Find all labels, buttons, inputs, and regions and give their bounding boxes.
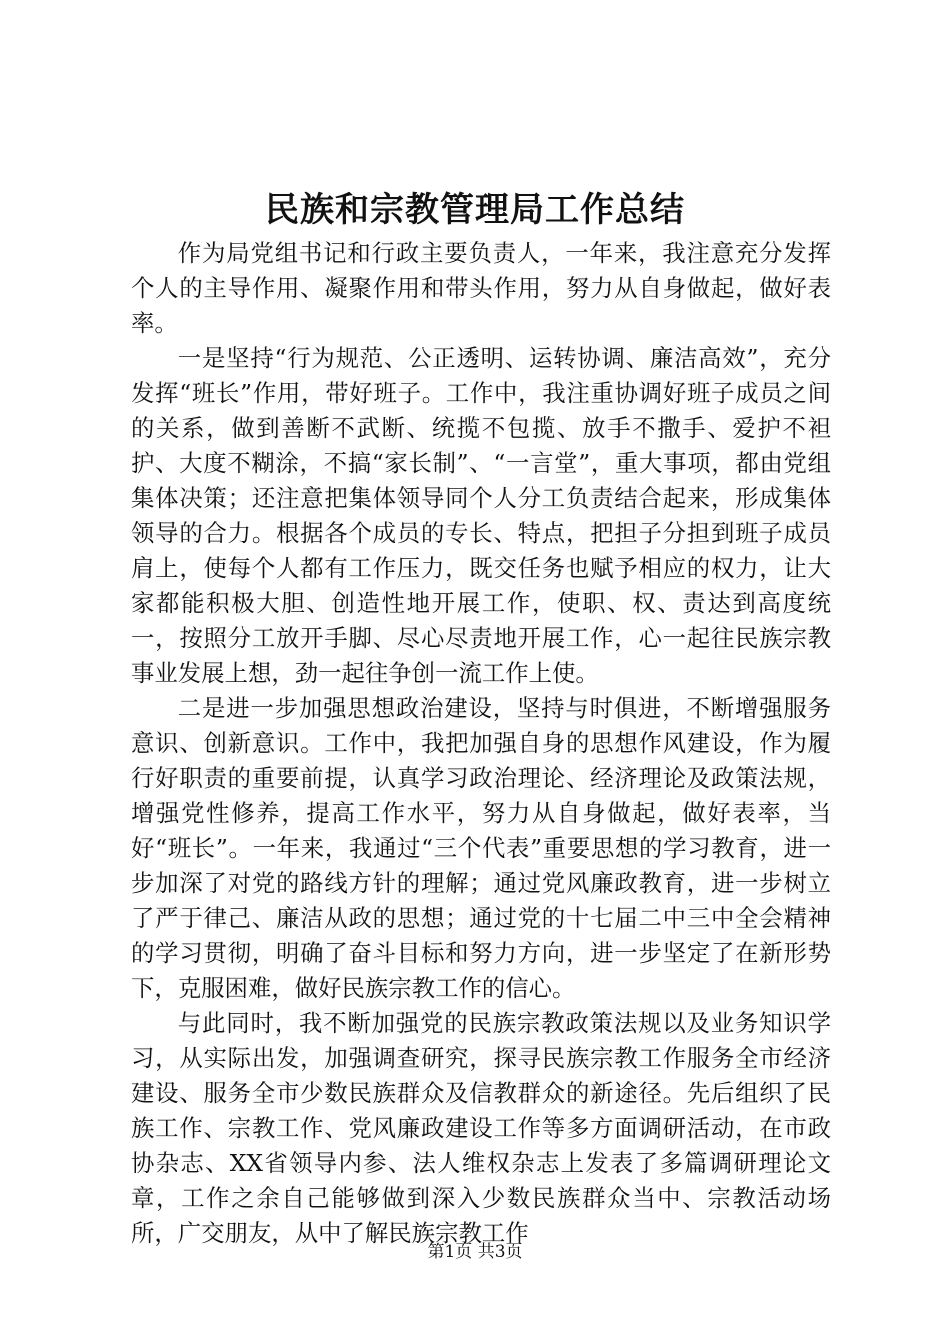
document-body bbox=[131, 236, 831, 1251]
paragraph-meanwhile: 与此同时，我不断加强党的民族宗教政策法规以及业务知识学习，从实际出发，加强调查研究，探寻民族宗教工作服务全市经济建设、服务全市少数民族群众及信教群众的新途径。先后组织了民族工作、宗教工作、党风廉政建设工作等多方面调研活动，在市政协杂志、XX省领导内参、法人维权杂志上发表了多篇调研理论文章，工作之余自己能够做到深入少数民族群众当中、宗教活动场所，广交朋友，从中了解民族宗教工作 bbox=[131, 1009, 831, 1247]
paragraph-point-two: 二是进一步加强思想政治建设，坚持与时俱进，不断增强服务意识、创新意识。工作中，我把加强自身的思想作风建设，作为履行好职责的重要前提，认真学习政治理论、经济理论及政策法规，增强党性修养，提高工作水平，努力从自身做起，做好表率，当好“班长”。一年来，我通过“三个代表”重要思想的学习教育，进一步加深了对党的路线方针的理解；通过党风廉政教育，进一步树立了严于律己、廉洁从政的思想；通过党的十七届二中三中全会精神的学习贯彻，明确了奋斗目标和努力方向，进一步坚定了在新形势下，克服困难，做好民族宗教工作的信心。 bbox=[131, 694, 831, 1002]
document-title: 民族和宗教管理局工作总结 bbox=[265, 190, 685, 230]
paragraph-point-one: 一是坚持“行为规范、公正透明、运转协调、廉洁高效”，充分发挥“班长”作用，带好班子。工作中，我注重协调好班子成员之间的关系，做到善断不武断、统揽不包揽、放手不撒手、爱护不袒护、大度不糊涂，不搞“家长制”、“一言堂”，重大事项，都由党组集体决策；还注意把集体领导同个人分工负责结合起来，形成集体领导的合力。根据各个成员的专长、特点，把担子分担到班子成员肩上，使每个人都有工作压力，既交任务也赋予相应的权力，让大家都能积极大胆、创造性地开展工作，使职、权、责达到高度统一，按照分工放开手脚、尽心尽责地开展工作，心一起往民族宗教事业发展上想，劲一起往争创一流工作上使。 bbox=[131, 344, 831, 687]
paragraph-intro: 作为局党组书记和行政主要负责人，一年来，我注意充分发挥个人的主导作用、凝聚作用和带头作用，努力从自身做起，做好表率。 bbox=[131, 239, 831, 337]
page-number-footer: 第1页 共3页 bbox=[427, 1242, 523, 1262]
